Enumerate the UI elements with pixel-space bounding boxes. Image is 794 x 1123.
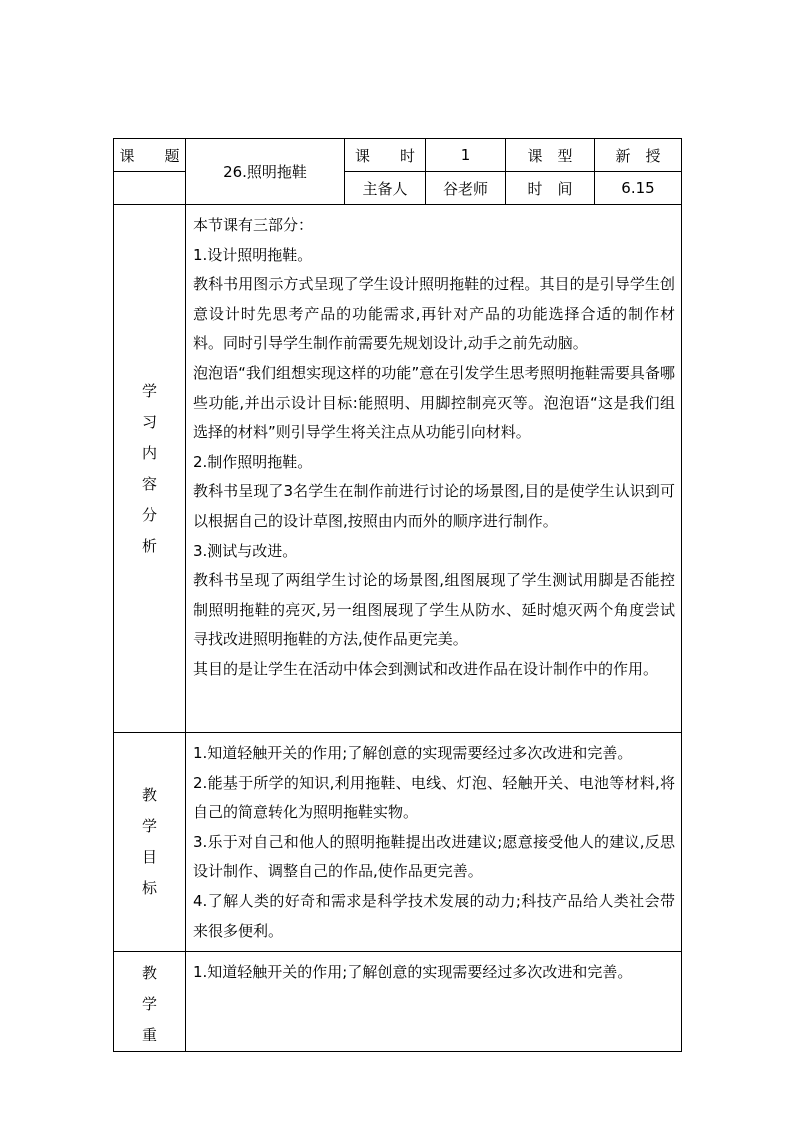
topic-label-cont xyxy=(114,172,186,205)
analysis-label-char: 容 xyxy=(141,474,157,493)
focus-label-char: 重 xyxy=(141,1026,157,1044)
lesson-plan-table xyxy=(113,138,682,1052)
analysis-label-char: 分 xyxy=(141,505,157,524)
focus-label-char: 学 xyxy=(141,995,157,1013)
analysis-label-char: 析 xyxy=(141,536,157,555)
type-value: 新 授 xyxy=(595,139,682,172)
analysis-paragraph: 1.设计照明拖鞋。 xyxy=(193,245,313,264)
analysis-row xyxy=(114,205,682,733)
goals-content xyxy=(186,733,682,952)
analysis-paragraph: 教科书呈现了3名学生在制作前进行讨论的场景图,目的是使学生认识到可以根据自己的设计草图,按照由内而外的顺序进行制作。 xyxy=(193,482,675,530)
analysis-paragraph: 其目的是让学生在活动中体会到测试和改进作品在设计制作中的作用。 xyxy=(193,659,659,678)
period-value: 1 xyxy=(426,139,506,172)
period-label: 课 时 xyxy=(345,139,426,172)
topic-value: 26.照明拖鞋 xyxy=(186,139,345,205)
focus-paragraph: 1.知道轻触开关的作用;了解创意的实现需要经过多次改进和完善。 xyxy=(193,963,633,981)
goals-row xyxy=(114,733,682,952)
analysis-paragraph: 泡泡语“我们组想实现这样的功能”意在引发学生思考照明拖鞋需要具备哪些功能,并出示设计目标:能照明、用脚控制亮灭等。泡泡语“这是我们组选择的材料”则引导学生将关注点从功能引向材料。 xyxy=(193,363,675,442)
analysis-label-char: 学 xyxy=(141,381,157,400)
analysis-label-char: 内 xyxy=(141,443,157,462)
header-row-1 xyxy=(114,139,682,172)
analysis-paragraph: 2.制作照明拖鞋。 xyxy=(193,452,313,471)
focus-row xyxy=(114,952,682,1052)
goals-paragraph: 2.能基于所学的知识,利用拖鞋、电线、灯泡、轻触开关、电池等材料,将自己的简意转化为照明拖鞋实物。 xyxy=(193,773,675,822)
focus-label-char: 教 xyxy=(141,964,157,982)
analysis-label-char: 习 xyxy=(141,412,157,431)
preparer-value: 谷老师 xyxy=(426,172,506,205)
preparer-label: 主备人 xyxy=(345,172,426,205)
analysis-paragraph: 3.测试与改进。 xyxy=(193,541,298,560)
topic-label: 课 题 xyxy=(114,139,186,172)
goals-label xyxy=(114,733,186,952)
analysis-paragraph: 本节课有三部分： xyxy=(193,216,314,234)
analysis-label xyxy=(114,205,186,733)
type-label: 课 型 xyxy=(506,139,595,172)
time-value: 6.15 xyxy=(595,172,682,205)
analysis-paragraph: 教科书呈现了两组学生讨论的场景图,组图展现了学生测试用脚是否能控制照明拖鞋的亮灭,另一组图展现了学生从防水、延时熄灭两个角度尝试寻找改进照明拖鞋的方法,使作品更完美。 xyxy=(193,571,675,649)
goals-label-char: 教 xyxy=(141,786,157,804)
goals-label-char: 标 xyxy=(141,879,157,897)
goals-paragraph: 3.乐于对自己和他人的照明拖鞋提出改进建议;愿意接受他人的建议,反思设计制作、调整自己的作品,使作品更完善。 xyxy=(193,832,675,881)
focus-content xyxy=(186,952,682,1052)
time-label: 时 间 xyxy=(506,172,595,205)
goals-paragraph: 4.了解人类的好奇和需求是科学技术发展的动力;科技产品给人类社会带来很多便利。 xyxy=(193,891,675,940)
focus-label xyxy=(114,952,186,1052)
analysis-content xyxy=(186,205,682,733)
goals-paragraph: 1.知道轻触开关的作用;了解创意的实现需要经过多次改进和完善。 xyxy=(193,744,633,762)
goals-label-char: 学 xyxy=(141,817,157,835)
goals-label-char: 目 xyxy=(141,848,157,866)
analysis-paragraph: 教科书用图示方式呈现了学生设计照明拖鞋的过程。其目的是引导学生创意设计时先思考产品的功能需求,再针对产品的功能选择合适的制作材料。同时引导学生制作前需要先规划设计,动手之前先动脑。 xyxy=(193,275,675,353)
